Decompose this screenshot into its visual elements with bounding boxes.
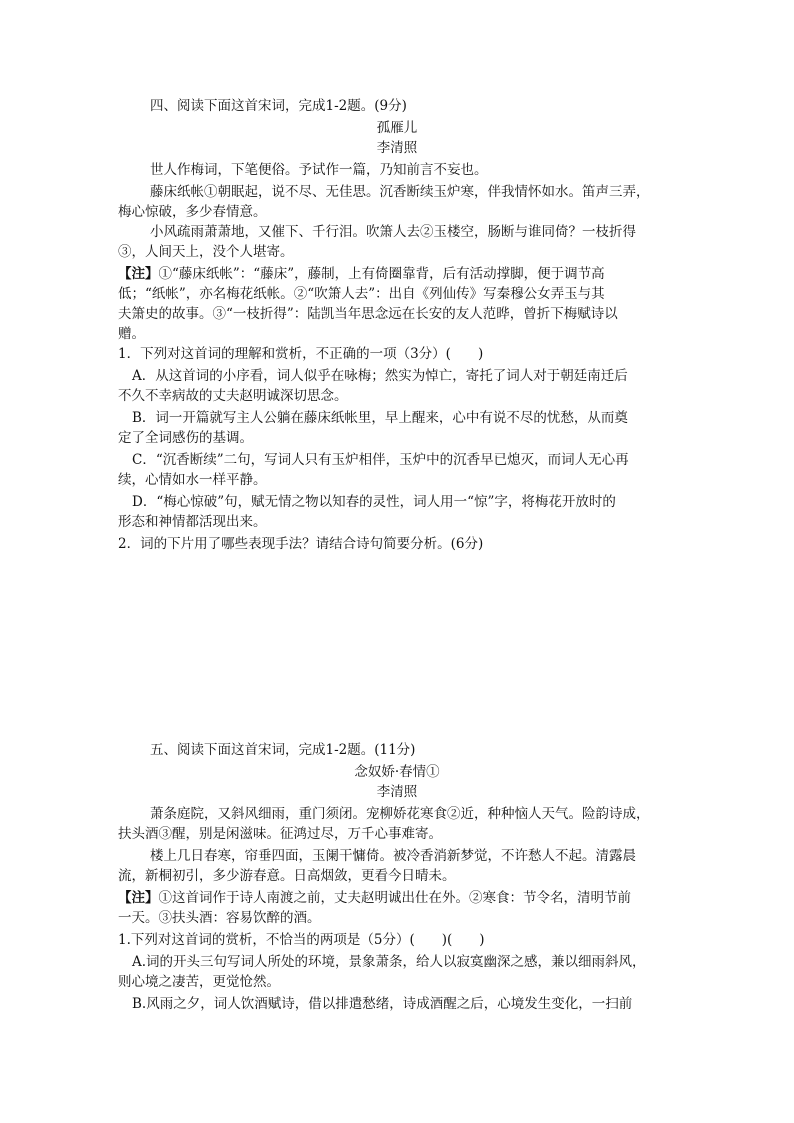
poem-title: 孤雁儿 <box>376 120 418 136</box>
question-1: 1.下列对这首词的赏析，不恰当的两项是（5分）( )( ) <box>118 932 485 948</box>
poem-line: 梅心惊破，多少春情意。 <box>118 204 267 220</box>
poem-line: 小风疏雨萧萧地，又催下、千行泪。吹箫人去②玉楼空，肠断与谁同倚？一枝折得 <box>150 224 636 240</box>
note-tag: 【注】 <box>118 890 159 906</box>
option-b: B．词一开篇就写主人公躺在藤床纸帐里，早上醒来，心中有说不尽的忧愁，从而奠 <box>132 410 628 426</box>
option-d-cont: 形态和神情都活现出来。 <box>118 514 267 530</box>
note-line <box>118 888 631 908</box>
section-4-heading: 四、阅读下面这首宋词，完成1-2题。(9分) <box>150 98 407 114</box>
poem-line: 扶头酒③醒，别是闲滋味。征鸿过尽，万千心事难寄。 <box>118 826 442 842</box>
poet-name: 李清照 <box>376 784 418 800</box>
option-a: A.词的开头三句写词人所处的环境，景象萧条，给人以寂寞幽深之感，兼以细雨斜风， <box>132 954 646 970</box>
note-tag: 【注】 <box>118 266 159 282</box>
option-a-cont: 则心境之凄苦，更觉怆然。 <box>118 974 280 990</box>
poem-line: 萧条庭院，又斜风细雨，重门须闭。宠柳娇花寒食②近，种种恼人天气。险韵诗成， <box>150 806 650 822</box>
poem-line: 藤床纸帐①朝眠起，说不尽、无佳思。沉香断续玉炉寒，伴我情怀如水。笛声三弄， <box>150 184 650 200</box>
poem-title: 念奴娇·春情① <box>354 764 440 780</box>
note-text: ①这首词作于诗人南渡之前，丈夫赵明诚出仕在外。②寒食：节令名，清明节前 <box>158 890 631 906</box>
question-1: 1．下列对这首词的理解和赏析，不正确的一项（3分）( ) <box>118 346 484 362</box>
note-line: 低；“纸帐”，亦名梅花纸帐。②“吹箫人去”：出自《列仙传》写秦穆公女弄玉与其 <box>118 286 605 302</box>
poem-line: 楼上几日春寒，帘垂四面，玉阑干慵倚。被冷香消新梦觉，不许愁人不起。清露晨 <box>150 848 636 864</box>
option-b-cont: 定了全词感伤的基调。 <box>118 430 253 446</box>
note-line: 赠。 <box>118 326 145 342</box>
note-line: 夫箫史的故事。③“一枝折得”：陆凯当年思念远在长安的友人范晔，曾折下梅赋诗以 <box>118 306 618 322</box>
note-line <box>118 264 605 284</box>
poem-preface: 世人作梅词，下笔便俗。予试作一篇，乃知前言不妄也。 <box>150 162 488 178</box>
section-5-heading: 五、阅读下面这首宋词，完成1-2题。(11分) <box>150 742 416 758</box>
question-2: 2．词的下片用了哪些表现手法？请结合诗句简要分析。(6分) <box>118 536 484 552</box>
option-a-cont: 不久不幸病故的丈夫赵明诚深切思念。 <box>118 388 348 404</box>
option-c: C．“沉香断续”二句，写词人只有玉炉相伴，玉炉中的沉香早已熄灭，而词人无心再 <box>132 452 629 468</box>
option-c-cont: 续，心情如水一样平静。 <box>118 472 267 488</box>
note-line: 一天。③扶头酒：容易饮醉的酒。 <box>118 910 321 926</box>
option-b: B.风雨之夕，词人饮酒赋诗，借以排遣愁绪，诗成酒醒之后，心境发生变化，一扫前 <box>132 996 633 1012</box>
poet-name: 李清照 <box>376 140 418 156</box>
option-a: A．从这首词的小序看，词人似乎在咏梅；然实为悼亡，寄托了词人对于朝廷南迁后 <box>132 368 628 384</box>
poem-line: ③，人间天上，没个人堪寄。 <box>118 244 294 260</box>
poem-line: 流，新桐初引，多少游春意。日高烟敛，更看今日晴未。 <box>118 868 456 884</box>
option-d: D．“梅心惊破”句，赋无情之物以知春的灵性，词人用一“惊”字，将梅花开放时的 <box>132 494 616 510</box>
note-text: ①“藤床纸帐”：“藤床”，藤制，上有倚圈靠背，后有活动撑脚，便于调节高 <box>158 266 605 282</box>
